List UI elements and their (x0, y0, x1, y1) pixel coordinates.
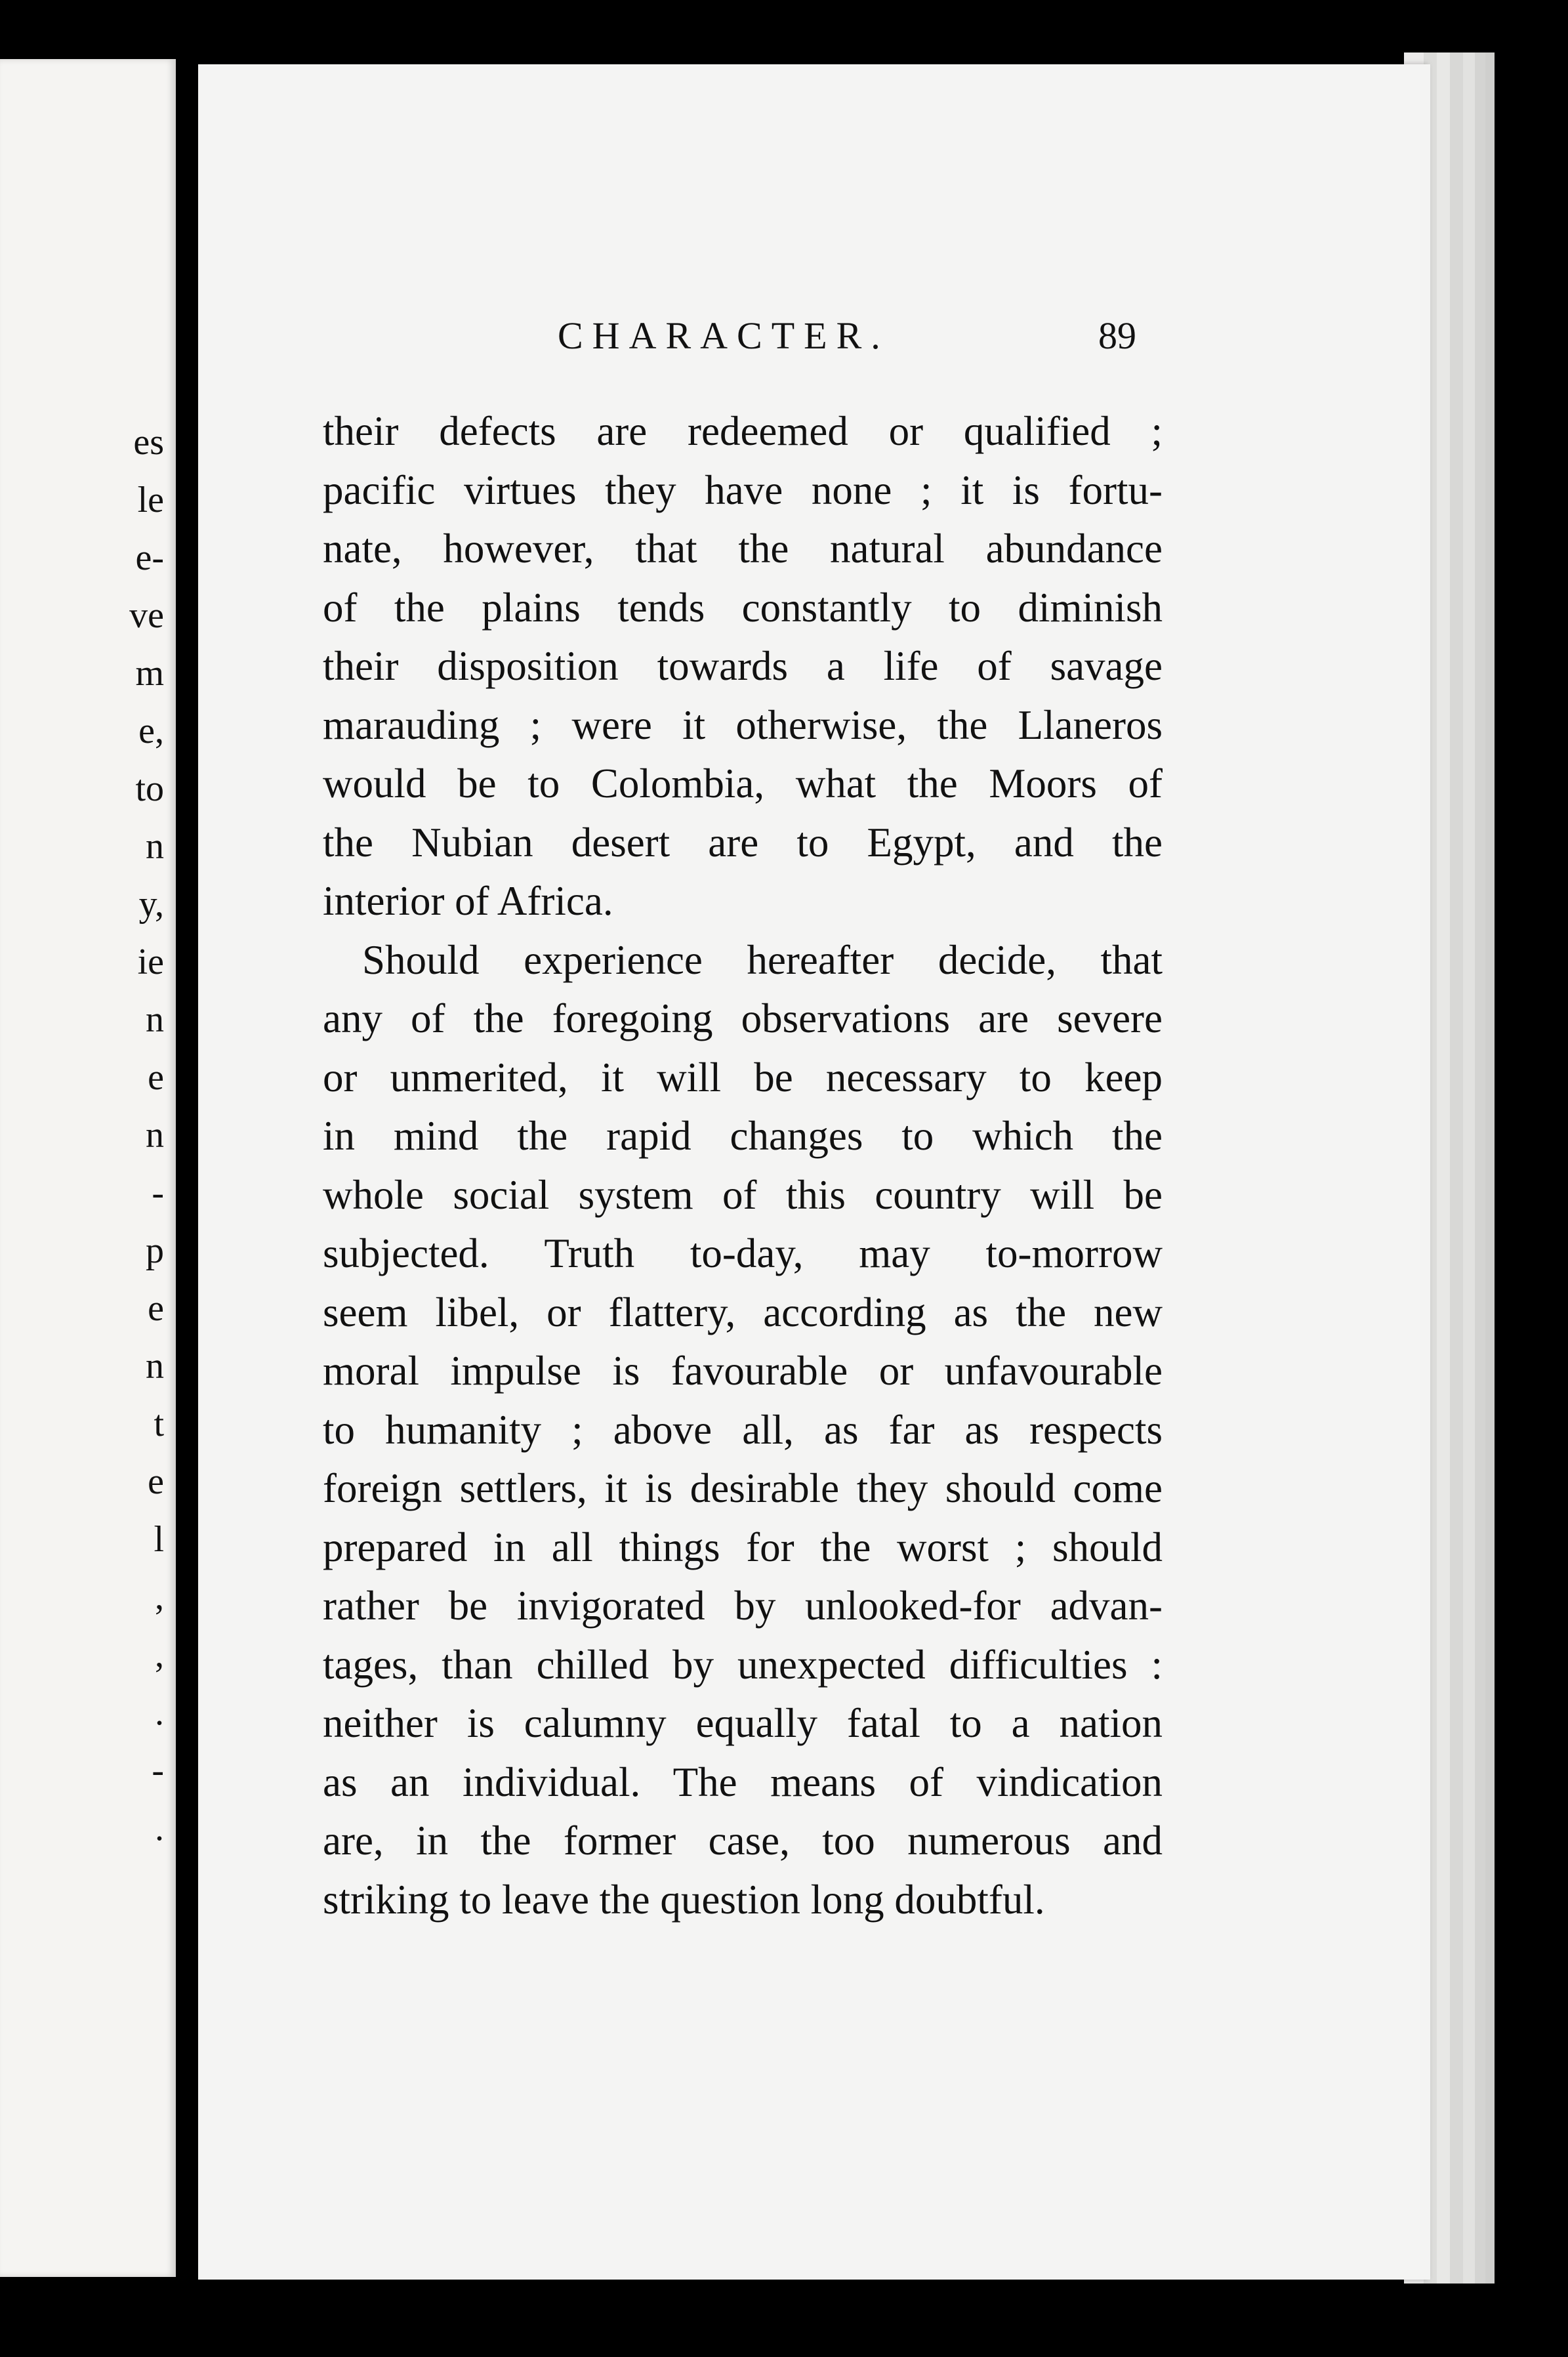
text-line: or unmerited, it will be necessary to keep (323, 1054, 1163, 1100)
left-fragment: n (146, 999, 164, 1040)
text-line: pacific virtues they have none ; it is fortu- (323, 467, 1163, 513)
left-fragment: es (133, 422, 164, 463)
left-page-text-fragments (0, 413, 176, 1857)
left-fragment: e, (138, 711, 164, 751)
paragraph (323, 402, 1163, 931)
left-fragment: t (154, 1404, 164, 1444)
left-fragment: to (135, 768, 164, 809)
text-line: of the plains tends constantly to diminish (323, 584, 1163, 631)
text-line: prepared in all things for the worst ; should (323, 1524, 1163, 1570)
left-fragment: n (146, 1346, 164, 1387)
text-line: in mind the rapid changes to which the (323, 1113, 1163, 1159)
text-line: rather be invigorated by unlooked-for advan- (323, 1583, 1163, 1629)
page-number: 89 (1098, 314, 1136, 357)
text-line: as an individual. The means of vindication (323, 1759, 1163, 1805)
text-line: are, in the former case, too numerous and (323, 1818, 1163, 1864)
left-fragment: e (148, 1288, 164, 1329)
book-page (198, 64, 1430, 2280)
page-edge (1485, 52, 1495, 2284)
text-line: subjected. Truth to-day, may to-morrow (323, 1230, 1163, 1276)
text-line: whole social system of this country will be (323, 1171, 1163, 1218)
left-fragment: l (154, 1519, 164, 1560)
body-text (323, 402, 1163, 1929)
left-fragment: e (148, 1461, 164, 1502)
left-fragment: - (152, 1173, 164, 1213)
left-fragment: e (148, 1057, 164, 1098)
text-line: foreign settlers, it is desirable they should come (323, 1465, 1163, 1511)
text-line: to humanity ; above all, as far as respects (323, 1406, 1163, 1453)
page-edge (1450, 52, 1463, 2284)
text-line: Should experience hereafter decide, that (362, 936, 1163, 983)
text-line: striking to leave the question long doubtful. (323, 1876, 1045, 1923)
left-fragment: n (146, 826, 164, 867)
text-line: the Nubian desert are to Egypt, and the (323, 819, 1163, 866)
left-fragment: , (155, 1635, 164, 1675)
page-edge (1475, 52, 1485, 2284)
text-line: their disposition towards a life of savage (323, 643, 1163, 689)
left-fragment: . (155, 1808, 164, 1848)
text-line: tages, than chilled by unexpected difficulties : (323, 1641, 1163, 1688)
left-fragment: e- (135, 537, 164, 578)
running-head-title: CHARACTER. (558, 314, 890, 357)
text-line: marauding ; were it otherwise, the Llaneros (323, 701, 1163, 748)
text-line: neither is calumny equally fatal to a nation (323, 1700, 1163, 1746)
paragraph (323, 931, 1163, 1930)
text-line: moral impulse is favourable or unfavourable (323, 1348, 1163, 1394)
left-fragment: ie (137, 942, 164, 982)
text-line: their defects are redeemed or qualified ; (323, 408, 1163, 454)
left-fragment: ve (129, 595, 164, 636)
left-fragment: le (137, 480, 164, 520)
left-fragment: y, (138, 884, 164, 925)
text-line: interior of Africa. (323, 878, 613, 924)
left-facing-page (0, 59, 176, 2277)
left-fragment: - (152, 1750, 164, 1791)
left-fragment: m (135, 653, 164, 694)
text-line: nate, however, that the natural abundance (323, 526, 1163, 572)
page-edge (1463, 52, 1475, 2284)
running-head (198, 314, 1430, 366)
left-fragment: n (146, 1115, 164, 1156)
text-line: would be to Colombia, what the Moors of (323, 761, 1163, 806)
left-fragment: , (155, 1577, 164, 1617)
text-line: any of the foregoing observations are severe (323, 995, 1163, 1041)
left-fragment: p (146, 1230, 164, 1271)
left-fragment: . (155, 1692, 164, 1733)
text-line: seem libel, or flattery, according as the new (323, 1289, 1163, 1335)
page-edge (1437, 52, 1450, 2284)
